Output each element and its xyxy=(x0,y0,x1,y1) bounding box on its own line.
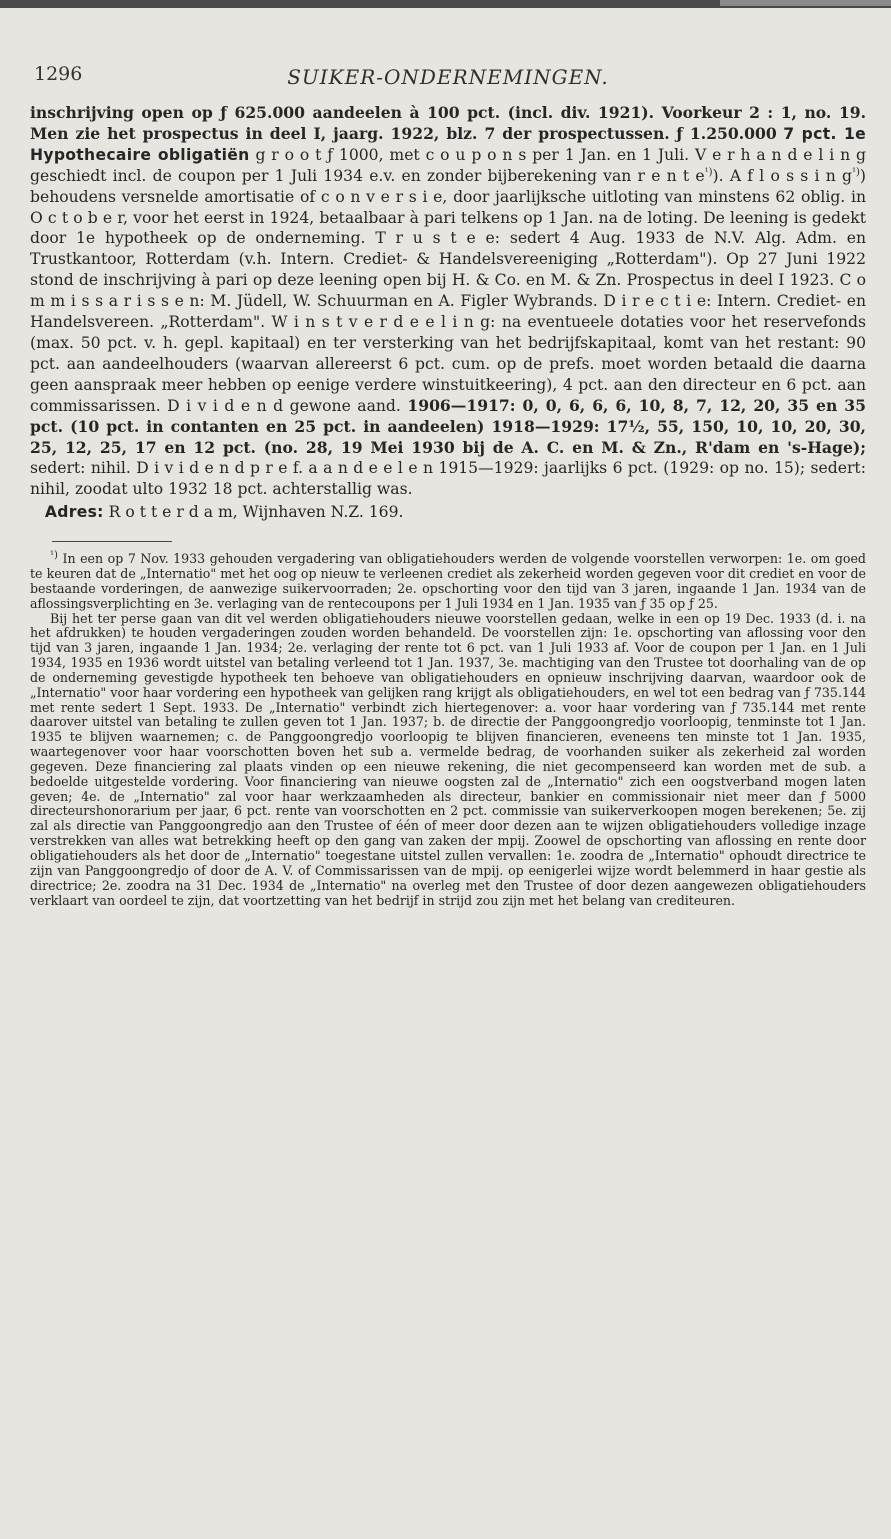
text-trustee-label: T r u s t e e: xyxy=(375,229,501,248)
footnotes xyxy=(30,549,866,908)
address-city: R o t t e r d a m, xyxy=(108,503,238,522)
running-title: SUIKER-ONDERNEMINGEN. xyxy=(287,65,609,89)
footnote-ref-1: ¹) xyxy=(704,166,713,178)
page-number: 1296 xyxy=(34,63,83,85)
text-directie-label: D i r e c t i e: xyxy=(603,292,712,311)
text-close: ). xyxy=(712,166,724,185)
footnote-2 xyxy=(30,612,866,909)
text-winstverdeeling: na eventueele dotaties voor het reservefonds (max. 50 pct. v. h. gepl. kapitaal) en ter versterking van het bedrijfskapitaal, komt van het restant: 90 pct. aan aandeelhouders (waarvan allereerst 6 pct. cum. op de prefs. moet worden betaald die daarna geen aanspraak meer hebben op eenige verdere winstuitkeering), 4 pct. aan den directeur en 6 pct. aan commissarissen. xyxy=(30,313,866,415)
footnote-ref-2: ¹) xyxy=(851,166,860,178)
text-trading: geschiedt incl. de coupon per 1 Juli 1934 e.v. en zonder bijberekening van xyxy=(30,166,632,185)
text-coupon-dates: per 1 Jan. en 1 Juli. xyxy=(532,145,690,164)
main-text xyxy=(30,103,866,523)
text-commissarissen: M. Jüdell, W. Schuurman en A. Figler Wybrands. xyxy=(210,292,598,311)
text-dividend-pref-label: D i v i d e n d p r e f. a a n d e e l e n xyxy=(136,459,433,478)
text-prospectus: inschrijving open op ƒ 625.000 aandeelen à 100 pct. (incl. div. 1921). Voorkeur 2 : 1, no. 19. Men zie het prospectus in deel I, jaarg. 1922, blz. 7 der prospectussen. xyxy=(30,103,866,143)
text-dividend-label: D i v i d e n d xyxy=(167,396,284,415)
text-ordinary-shares: gewone aand. xyxy=(289,396,401,415)
text-coupons: c o u p o n s xyxy=(425,145,527,164)
text-october: O c t o b e r, xyxy=(30,208,128,227)
footnote-1-text: In een op 7 Nov. 1933 gehouden vergadering van obligatiehouders werden de volgende voorstellen verworpen: 1e. om goed te keuren dat de „Internatio" met het oog op nieuw te verleenen crediet als zekerheid worden gegeven voor dit crediet en voor de bestaande vorderingen, de aanwezige suikervoorraden; 2e. opschorting voor den tijd van 3 jaren, ingaande 1 Jan. 1934 van de aflossingsverplichting en 3e. verlaging van de rentecoupons per 1 Juli 1934 en 1 Jan. 1935 van ƒ 35 op ƒ 25. xyxy=(30,551,866,611)
scan-top-edge-light xyxy=(720,0,891,6)
text-groot: g r o o t xyxy=(255,145,322,164)
text-payable: voor het eerst in 1924, betaalbaar à pari telkens op 1 Jan. na de loting. De leening is gedekt door 1e hypotheek op de onderneming. xyxy=(30,208,866,248)
footnote-1 xyxy=(30,549,866,611)
footnote-marker: ¹) xyxy=(50,549,58,561)
footnote-rule xyxy=(52,541,172,542)
text-directie: Intern. Crediet- en Handelsvereen. „Rotterdam". xyxy=(30,292,867,332)
paragraph-address xyxy=(30,502,866,523)
text-winstverdeeling-label: W i n s t v e r d e e l i n g: xyxy=(271,313,496,332)
page xyxy=(30,55,866,908)
text-commissarissen-label: C o m m i s s a r i s s e n: xyxy=(30,271,866,311)
text-verhandeling: V e r h a n d e l i n g xyxy=(694,145,866,164)
address-street: Wijnhaven N.Z. 169. xyxy=(242,503,404,522)
text-drawing: door jaarlijksche uitloting van minstens 62 oblig. in xyxy=(453,187,866,206)
text-bond-amount: ƒ 1.250.000 xyxy=(676,123,777,143)
running-head xyxy=(30,55,866,95)
text-trustee: sedert 4 Aug. 1933 de N.V. Alg. Adm. en Trustkantoor, Rotterdam (v.h. Intern. Crediet- & Handelsvereeniging „Rotterdam"). Op 27 Juni 1922 stond de inschrijving à pari op deze leening open bij H. & Co. en M. & Zn. Prospectus in deel I 1923. xyxy=(30,229,866,290)
paragraph-main xyxy=(30,103,866,500)
address-label: Adres: xyxy=(44,503,104,522)
text-rente: r e n t e xyxy=(637,166,705,185)
text-bond-heading: 7 pct. 1e Hypothecaire obligatiën xyxy=(30,124,866,164)
text-dividend-history: 1906—1917: 0, 0, 6, 6, 6, 10, 8, 7, 12, 20, 35 en 35 pct. (10 pct. in contanten en 25 pct. in aandeelen) 1918—1929: 17½, 55, 150, 10, 10, 20, 30, 25, 12, 25, 17 en 12 pct. (no. 28, 19 Mei 1930 bij de A. C. en M. & Zn., R'dam en 's-Hage); xyxy=(30,395,866,457)
text-sedert-nihil: sedert: nihil. xyxy=(30,459,131,478)
text-aflossing: A f l o s s i n g xyxy=(729,166,852,185)
text-conversie: c o n v e r s i e, xyxy=(320,187,448,206)
text-amortisation: ) behoudens versnelde amortisatie of xyxy=(30,166,866,206)
text-dividend-pref: 1915—1929: jaarlijks 6 pct. (1929: op no. 15); sedert: nihil, zoodat ulto 1932 18 pct. achterstallig was. xyxy=(30,459,866,499)
text-denomination: ƒ 1000, met xyxy=(327,145,420,164)
footnote-2-text: Bij het ter perse gaan van dit vel werden obligatiehouders nieuwe voorstellen gedaan, welke in een op 19 Dec. 1933 (d. i. na het afdrukken) te houden vergaderingen zouden worden behandeld. De voorstellen zijn: 1e. opschorting van aflossing voor den tijd van 3 jaren, ingaande 1 Jan. 1934; 2e. verlaging der rente tot 6 pct. van 1 Juli 1933 af. Voor de coupon per 1 Jan. en 1 Juli 1934, 1935 en 1936 wordt uitstel van betaling verleend tot 1 Jan. 1937, 3e. machtiging van den Trustee tot doorhaling van de op de onderneming gevestigde hypotheek ten behoeve van obligatiehouders en opnieuw inschrijving daarvan, waardoor ook de „Internatio" voor haar vordering een hypotheek van gelijken rang krijgt als obligatiehouders, en wel tot een bedrag van ƒ 735.144 met rente sedert 1 Sept. 1933. De „Internatio" verbindt zich hiertegenover: a. voor haar vordering van ƒ 735.144 met rente daarover uitstel van betaling te zullen geven tot 1 Jan. 1937; b. de directie der Panggoongredjo voorloopig, tenminste tot 1 Jan. 1935 te blijven waarnemen; c. de Panggoongredjo voorloopig te blijven financieren, eveneens ten minste tot 1 Jan. 1935, waartegenover voor haar voorschotten boven het sub a. vermelde bedrag, de voorhanden suiker als zekerheid zal worden gegeven. Deze financiering zal plaats vinden op een nieuwe rekening, die niet gecompenseerd kan worden met de sub. a bedoelde uitgestelde vordering. Voor financiering van nieuwe oogsten zal de „Internatio" zich een oogstverband mogen laten geven; 4e. de „Internatio" zal voor haar werkzaamheden als directeur, bankier en commissionair niet meer dan ƒ 5000 directeurshonorarium per jaar, 6 pct. rente van voorschotten en 2 pct. commissie van suikerverkoopen mogen berekenen; 5e. zij zal als directie van Panggoongredjo aan den Trustee of één of meer door dezen aan te wijzen obligatiehouders volledige inzage verstrekken van alles wat betrekking heeft op den gang van zaken der mpij. Zoowel de opschorting van aflossing en rente door obligatiehouders als het door de „Internatio" toegestane uitstel zullen vervallen: 1e. zoodra de „Internatio" ophoudt directrice te zijn van Panggoongredjo of door de A. V. of Commissarissen van de mpij. op eenigerlei wijze wordt belemmerd in haar gestie als directrice; 2e. zoodra na 31 Dec. 1934 de „Internatio" na overleg met den Trustee of door dezen aangewezen obligatiehouders verklaart van oordeel te zijn, dat voortzetting van het bedrijf in strijd zou zijn met het belang van crediteuren. xyxy=(30,610,866,908)
